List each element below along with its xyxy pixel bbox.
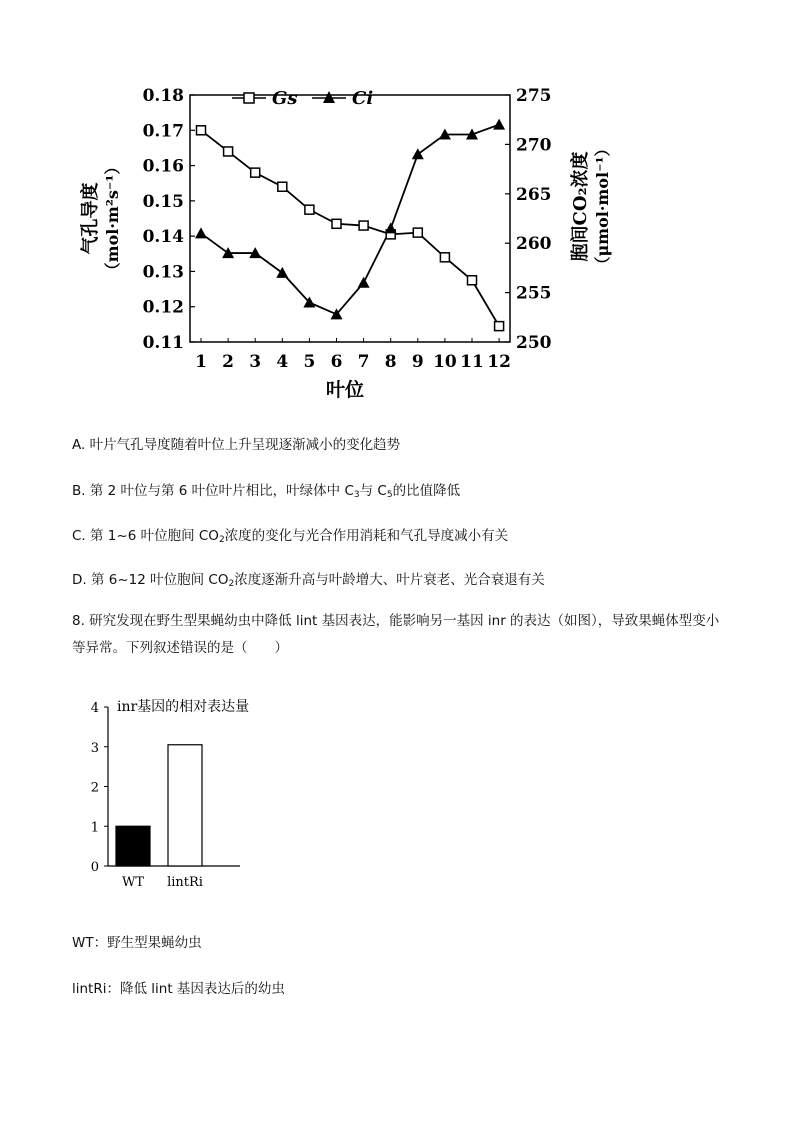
option-a: A. 叶片气孔导度随着叶位上升呈现逐渐减小的变化趋势 — [72, 437, 401, 453]
right-tick-label: 270 — [516, 135, 552, 156]
x-tick-label: 5 — [303, 352, 316, 372]
x-tick-label: 11 — [460, 352, 484, 372]
option-c — [72, 524, 508, 545]
right-axis-label-line2: （μmol·mol⁻¹） — [593, 140, 612, 273]
legend-ci-label: Ci — [352, 88, 374, 109]
option-c-text-2: 浓度的变化与光合作用消耗和气孔导度减小有关 — [224, 528, 509, 544]
left-tick-label: 0.12 — [142, 297, 184, 318]
x-tick-label: 2 — [222, 352, 235, 372]
gs-point — [495, 322, 504, 331]
left-tick-label: 0.14 — [142, 227, 184, 248]
option-d-text-1: D. 第 6~12 叶位胞间 CO — [72, 572, 229, 588]
note-wt: WT：野生型果蝇幼虫 — [72, 935, 202, 951]
option-d — [72, 568, 545, 589]
ci-point — [493, 119, 505, 130]
x-tick-label: 6 — [330, 352, 343, 372]
bar-y-tick-label: 2 — [90, 780, 99, 796]
bar-y-tick-label: 1 — [90, 820, 99, 836]
left-tick-label: 0.13 — [142, 262, 184, 283]
right-tick-label: 265 — [516, 184, 552, 205]
left-tick-label: 0.18 — [142, 86, 184, 106]
plot-frame — [190, 95, 510, 342]
left-tick-label: 0.17 — [142, 121, 184, 142]
gs-point — [440, 253, 449, 262]
legend-gs-marker — [244, 93, 254, 103]
left-tick-label: 0.16 — [142, 156, 184, 177]
line-chart — [70, 80, 612, 410]
note-lintri: lintRi：降低 lint 基因表达后的幼虫 — [72, 981, 285, 997]
option-d-sub: 2 — [228, 579, 235, 589]
x-tick-label: 1 — [195, 352, 207, 372]
ci-point — [276, 267, 288, 278]
x-tick-label: 10 — [433, 352, 457, 372]
bar-wt — [116, 826, 150, 866]
option-b-text-1: B. 第 2 叶位与第 6 叶位叶片相比，叶绿体中 C — [72, 483, 354, 499]
gs-point — [278, 182, 287, 191]
ci-point — [412, 148, 424, 159]
option-c-sub: 2 — [218, 535, 225, 545]
series-gs-line — [201, 130, 499, 326]
gs-point — [332, 219, 341, 228]
gs-point — [224, 147, 233, 156]
bar-y-tick-label: 0 — [90, 860, 99, 875]
x-tick-label: 4 — [276, 352, 289, 372]
series-ci-line — [201, 125, 499, 315]
left-axis-label-line2: （mol·m²s⁻¹） — [103, 158, 122, 279]
option-b-text-2: 与 C — [359, 483, 387, 499]
x-tick-label: 12 — [487, 352, 511, 372]
option-b-text-3: 的比值降低 — [392, 483, 461, 499]
gs-point — [251, 168, 260, 177]
right-tick-label: 260 — [516, 234, 552, 255]
right-axis-label-line1: 胞间CO₂浓度 — [570, 151, 591, 262]
legend-gs-label: Gs — [272, 88, 298, 109]
bar-lintri — [168, 745, 202, 866]
option-b — [72, 479, 460, 500]
x-axis-label: 叶位 — [325, 379, 365, 401]
right-tick-label: 255 — [516, 283, 552, 304]
ci-point — [195, 227, 207, 238]
option-d-text-2: 浓度逐渐升高与叶龄增大、叶片衰老、光合衰退有关 — [234, 572, 545, 588]
left-tick-label: 0.11 — [142, 333, 184, 353]
option-c-text-1: C. 第 1~6 叶位胞间 CO — [72, 528, 219, 544]
gs-point — [359, 221, 368, 230]
gs-point — [413, 228, 422, 237]
x-tick-label: 3 — [249, 352, 262, 372]
gs-point — [197, 126, 206, 135]
bar-chart-title: inr基因的相对表达量 — [117, 699, 250, 715]
question-8: 8. 研究发现在野生型果蝇幼虫中降低 lint 基因表达，能影响另一基因 inr 的表达（如图），导致果蝇体型变小等异常。下列叙述错误的是（ ） — [72, 613, 720, 656]
x-tick-label: 8 — [384, 352, 397, 372]
gs-point — [305, 205, 314, 214]
ci-point — [358, 277, 370, 288]
option-b-sub-2: 5 — [386, 490, 393, 500]
right-tick-label: 275 — [516, 86, 552, 106]
bar-y-tick-label: 4 — [90, 701, 99, 716]
legend-ci-marker — [323, 91, 335, 103]
bar-category-label: WT — [121, 875, 145, 890]
gs-point — [468, 276, 477, 285]
right-tick-label: 250 — [516, 333, 552, 353]
bar-chart — [80, 690, 280, 900]
option-b-sub-1: 3 — [353, 490, 360, 500]
left-tick-label: 0.15 — [142, 191, 184, 212]
left-axis-label-line1: 气孔导度 — [80, 182, 101, 255]
ci-point — [385, 222, 397, 233]
bar-y-tick-label: 3 — [90, 740, 99, 756]
x-tick-label: 7 — [357, 352, 370, 372]
x-tick-label: 9 — [411, 352, 424, 372]
bar-category-label: lintRi — [167, 875, 203, 890]
